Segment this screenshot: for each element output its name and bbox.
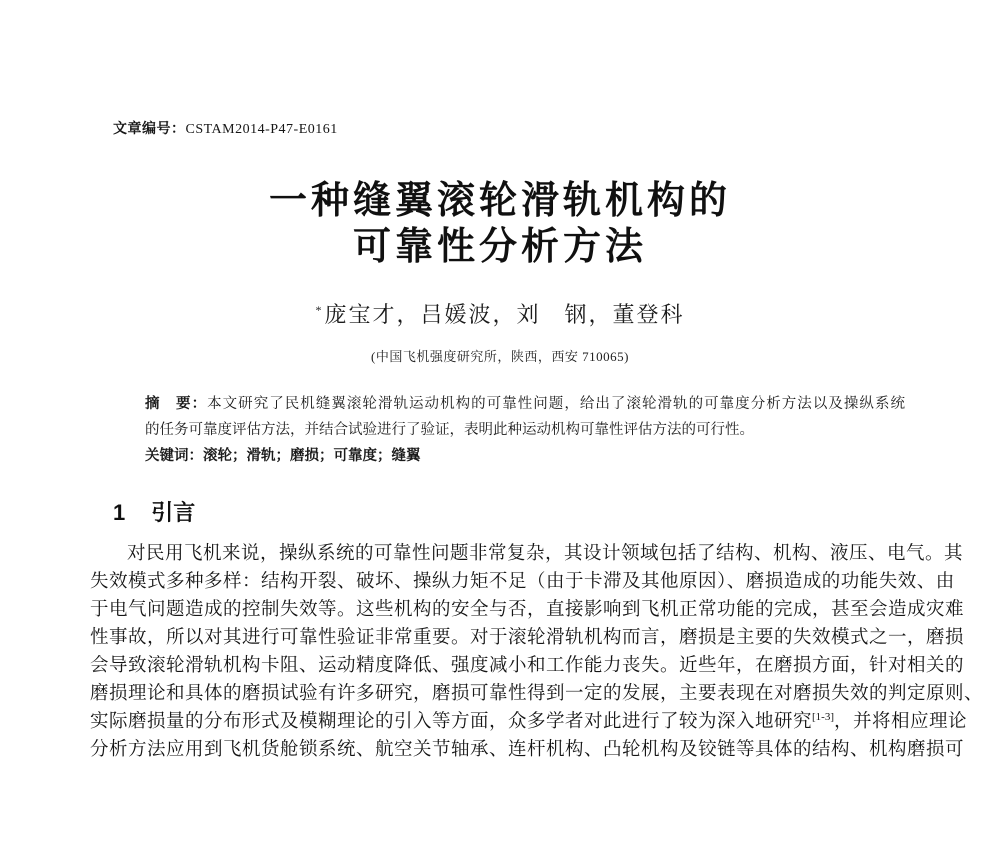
keywords-text: 滚轮；滑轨；磨损；可靠度；缝翼 [203,448,421,464]
body-paragraph [90,540,984,764]
article-number-label: 文章编号： [113,120,186,136]
corresponding-author-mark: * [315,302,324,317]
body-line: 会导致滚轮滑轨机构卡阻、运动精度降低、强度减小和工作能力丧失。近些年，在磨损方面，针对相关的 [90,656,965,676]
section-title: 引言 [151,500,196,525]
document-page [0,118,1000,853]
affiliation: (中国飞机强度研究所，陕西，西安 710065) [371,349,629,364]
body-line: 磨损理论和具体的磨损试验有许多研究，磨损可靠性得到一定的发展，主要表现在对磨损失效的判定原则、 [90,684,984,704]
abstract-block [145,391,905,469]
abstract-text-1: 本文研究了民机缝翼滚轮滑轨运动机构的可靠性问题，给出了滚轮滑轨的可靠度分析方法以及操纵系统 [207,396,905,412]
article-number-value: CSTAM2014-P47-E0161 [185,122,338,137]
body-line: 于电气问题造成的控制失效等。这些机构的安全与否，直接影响到飞机正常功能的完成，甚至会造成灾难 [90,600,965,620]
abstract-line-2: 的任务可靠度评估方法，并结合试验进行了验证，表明此种运动机构可靠性评估方法的可行性。 [145,422,754,438]
body-line-with-citation [90,708,968,736]
article-number [113,118,1000,138]
section-heading-introduction [113,496,1000,527]
body-line-post: ，并将相应理论 [834,712,968,732]
abstract-label: 摘 要： [145,396,208,412]
body-line-pre: 实际磨损量的分布形式及模糊理论的引入等方面，众多学者对此进行了较为深入地研究 [90,712,813,732]
body-line: 分析方法应用到飞机货舱锁系统、航空关节轴承、连杆机构、凸轮机构及铰链等具体的结构、机构磨损可 [90,740,965,760]
body-line: 失效模式多种多样：结构开裂、破坏、操纵力矩不足（由于卡滞及其他原因）、磨损造成的功能失效、由 [90,572,955,592]
paper-title-line2: 可靠性分析方法 [352,226,647,268]
body-line: 对民用飞机来说，操纵系统的可靠性问题非常复杂，其设计领域包括了结构、机构、液压、电气。其 [127,544,964,564]
body-line: 性事故，所以对其进行可靠性验证非常重要。对于滚轮滑轨机构而言，磨损是主要的失效模式之一，磨损 [90,628,965,648]
paper-title [0,178,1000,270]
keywords-line [145,443,905,469]
citation-reference: [1-3] [812,710,835,723]
section-number: 1 [113,500,126,525]
keywords-label: 关键词： [145,448,203,464]
author-names: 庞宝才，吕媛波，刘 钢，董登科 [324,302,685,327]
authors-line [0,298,1000,329]
abstract-line-1 [145,391,905,417]
paper-title-line1: 一种缝翼滚轮滑轨机构的 [268,180,731,222]
